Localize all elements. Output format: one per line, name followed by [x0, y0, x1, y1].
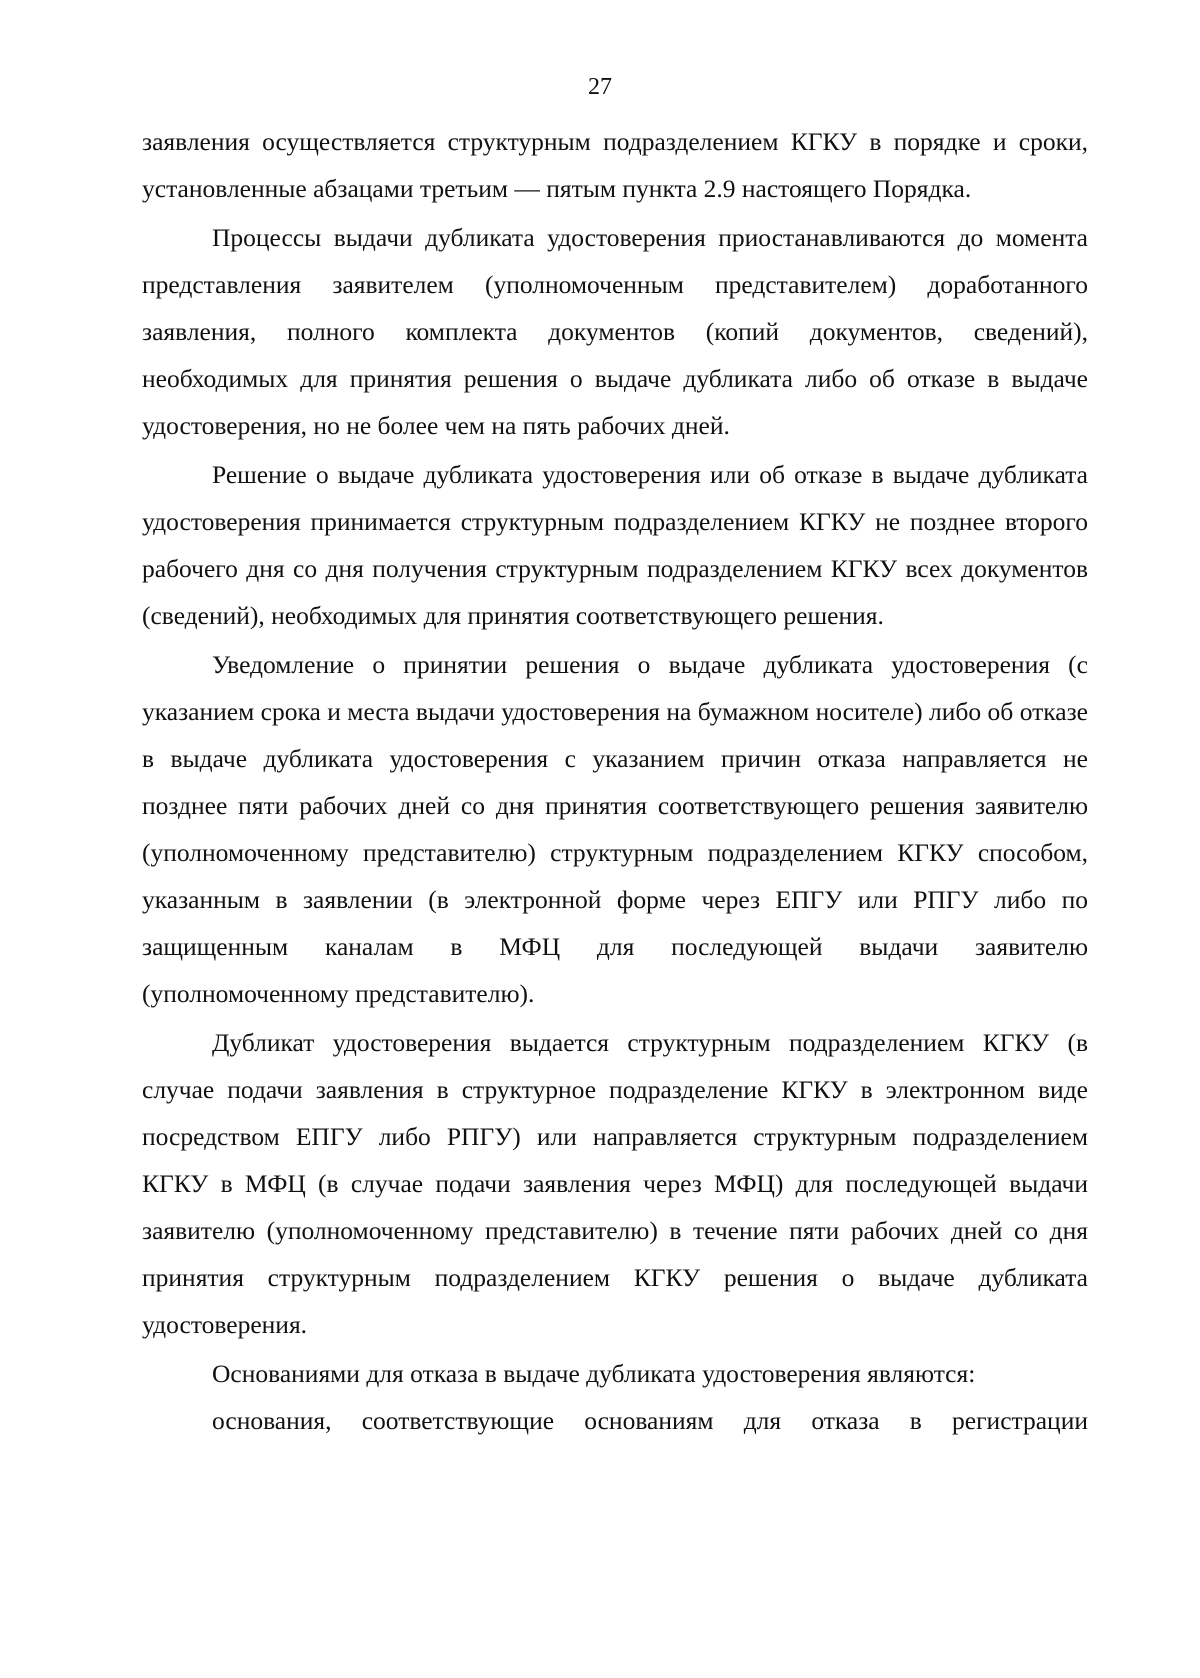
- page-number: 27: [588, 74, 612, 100]
- paragraph-notification: Уведомление о принятии решения о выдаче дубликата удостоверения (с указанием срока и места выдачи удостоверения на бумажном носителе) либо об отказе в выдаче дубликата удостоверения с указанием причин отказа направляется не позднее пяти рабочих дней со дня принятия соответствующего решения заявителю (уполномоченному представителю) структурным подразделением КГКУ способом, указанным в заявлении (в электронной форме через ЕПГУ или РПГУ либо по защищенным каналам в МФЦ для последующей выдачи заявителю (уполномоченному представителю).: [142, 650, 1088, 1008]
- paragraph-continuation: заявления осуществляется структурным подразделением КГКУ в порядке и сроки, установленные абзацами третьим — пятым пункта 2.9 настоящего Порядка.: [142, 127, 1088, 203]
- paragraph-suspension: Процессы выдачи дубликата удостоверения приостанавливаются до момента представления заявителем (уполномоченным представителем) доработанного заявления, полного комплекта документов (копий документов, сведений), необходимых для принятия решения о выдаче дубликата либо об отказе в выдаче удостоверения, но не более чем на пять рабочих дней.: [142, 223, 1088, 440]
- paragraph-grounds-item: основания, соответствующие основаниям для отказа в регистрации: [212, 1406, 1088, 1435]
- paragraph-duplicate-issue: Дубликат удостоверения выдается структурным подразделением КГКУ (в случае подачи заявления в структурное подразделение КГКУ в электронном виде посредством ЕПГУ либо РПГУ) или направляется структурным подразделением КГКУ в МФЦ (в случае подачи заявления через МФЦ) для последующей выдачи заявителю (уполномоченному представителю) в течение пяти рабочих дней со дня принятия структурным подразделением КГКУ решения о выдаче дубликата удостоверения.: [142, 1028, 1088, 1339]
- paragraph-refusal-grounds: Основаниями для отказа в выдаче дубликата удостоверения являются:: [212, 1359, 976, 1388]
- paragraph-decision: Решение о выдаче дубликата удостоверения или об отказе в выдаче дубликата удостоверения принимается структурным подразделением КГКУ не позднее второго рабочего дня со дня получения структурным подразделением КГКУ всех документов (сведений), необходимых для принятия соответствующего решения.: [142, 460, 1088, 630]
- document-body: [142, 118, 1088, 1444]
